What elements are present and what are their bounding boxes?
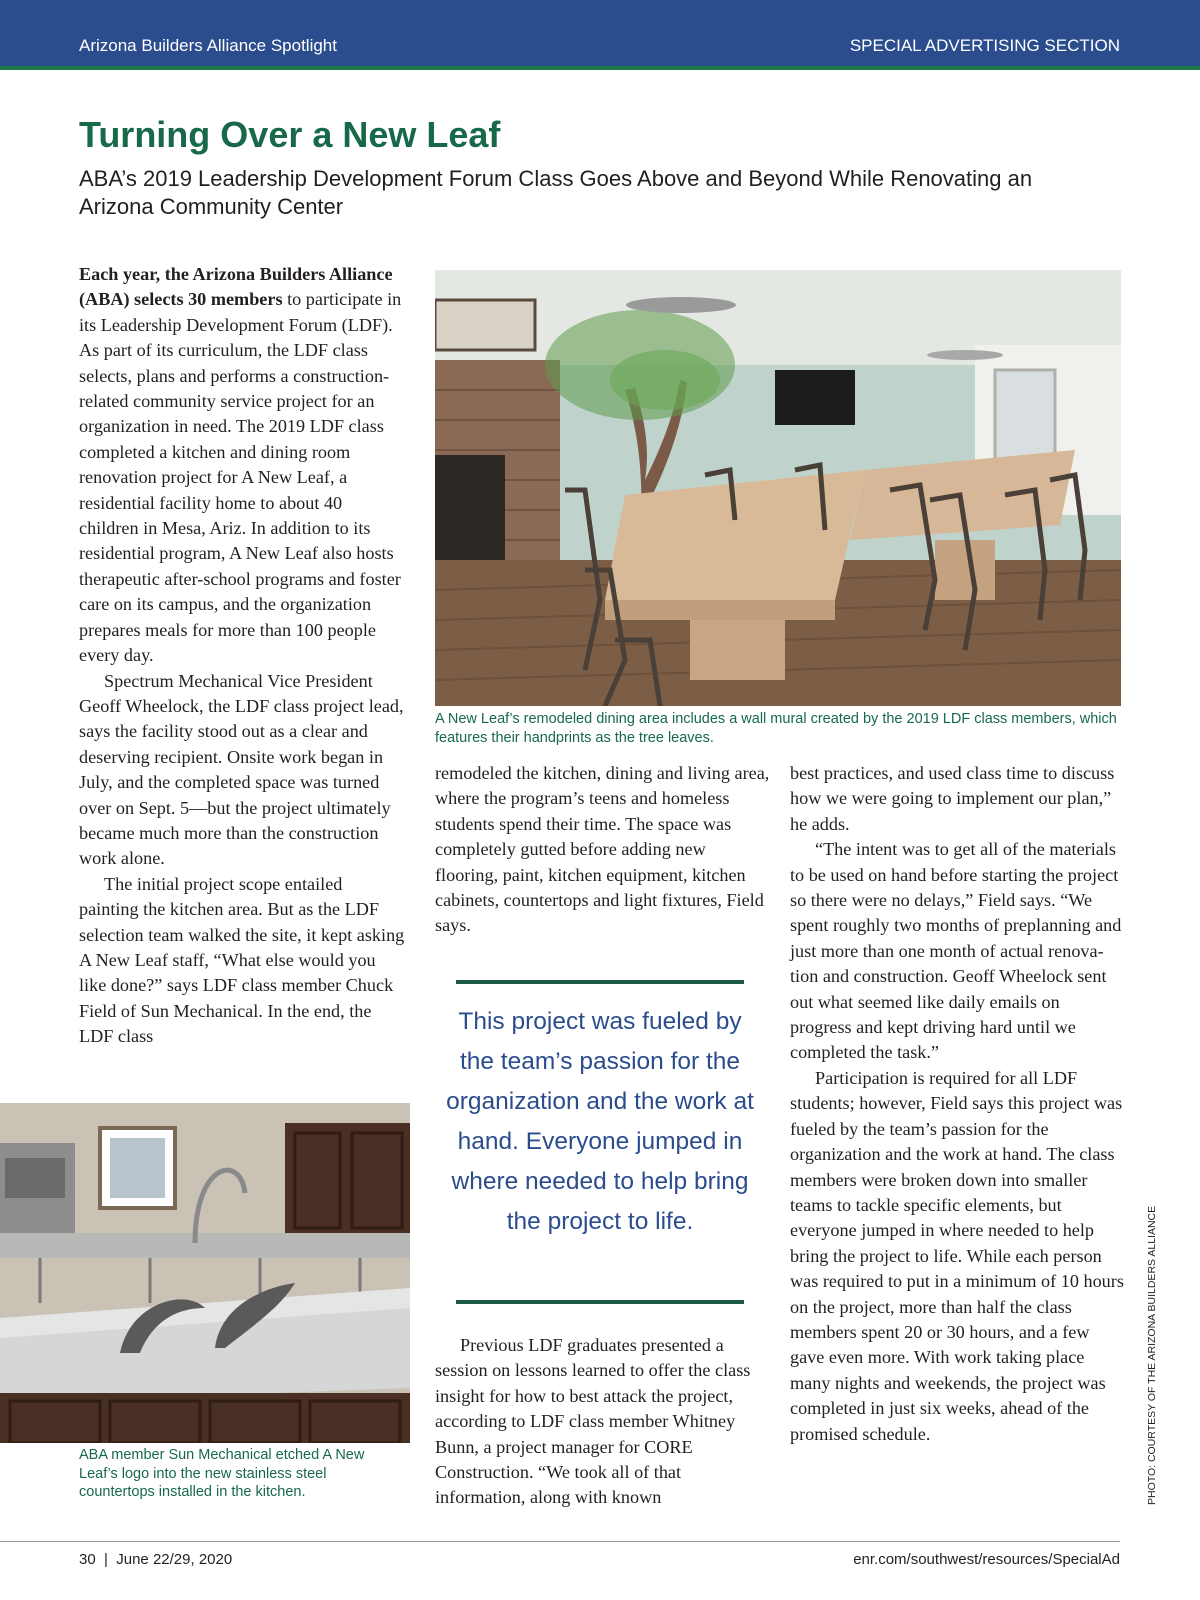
header-bar [0, 0, 1200, 66]
column-2-continued [435, 1333, 770, 1511]
paragraph: Participation is required for all LDF students; however, Field says this project was fueled by the team’s passion for the organization and the work at hand. The class members were broken down into smaller teams to tackle specific elements, but everyone jumped in where needed to help bring the project to life. While each person was required to put in a minimum of 10 hours on the project, more than half the class members spent 20 or 30 hours, and a few gave even more. With work taking place many nights and weekends, the project was completed in just six weeks, ahead of the promised schedule. [790, 1067, 1124, 1444]
paragraph: best practices, and used class time to discuss how we were going to implement our plan,” he adds. [790, 763, 1115, 834]
pullquote-bottom-rule [456, 1300, 744, 1304]
section-name: Arizona Builders Alliance Spotlight [79, 36, 337, 55]
paragraph: remodeled the kitchen, dining and living area, where the program’s teens and homeless students spend their time. The space was completely gutted before adding new flooring, paint, kitchen equipment, kitchen cabinets, countertops and light fixtures, Field says. [435, 763, 770, 936]
kitchen-photo-caption: ABA member Sun Mechanical etched A New Leaf’s logo into the new stainless steel countertops installed in the kitchen. [79, 1447, 365, 1500]
paragraph: The initial project scope entailed painting the kitchen area. But as the LDF selection team walked the site, it kept asking A New Leaf staff, “What else would you like done?” says LDF class member Chuck Field of Sun Mechanical. In the end, the LDF class [79, 873, 405, 1047]
advertising-label: SPECIAL ADVERTISING SECTION [849, 36, 1120, 55]
lead-bold-text: Each year, the Arizona Builders Alliance (ABA) selects 30 members [79, 264, 393, 310]
dining-room-illustration [435, 270, 1121, 706]
lead-paragraph-text: to participate in its Leadership Development Forum (LDF). As part of its curriculum, the LDF class selects, plans and performs a construction-related community service project for an organization in need. The 2019 LDF class completed a kitchen and dining room renovation project for A New Leaf, a residential facility home to about 40 children in Mesa, Ariz. In addition to its residential program, A New Leaf also hosts therapeutic after-school programs and foster care on its campus, and the organization prepares meals for more than 100 people every day. [79, 289, 402, 666]
paragraph: “The intent was to get all of the materials to be used on hand before starting the project so there were no delays,” Field says. “We spent roughly two months of preplanning and just more than one month of actual renovation and construction. Geoff Wheelock sent out what seemed like daily emails on progress and kept driving hard until we completed the task.” [790, 839, 1122, 1063]
kitchen-photo [0, 1103, 410, 1443]
photo-credit-text: PHOTO: COURTESY OF THE ARIZONA BUILDERS ALLIANCE [1146, 1205, 1158, 1505]
article-subtitle: ABA’s 2019 Leadership Development Forum Class Goes Above and Beyond While Renovating an Arizona Community Center [79, 166, 1033, 219]
paragraph: Previous LDF graduates presented a session on lessons learned to offer the class insight for how to best attack the project, according to LDF class member Whitney Bunn, a project manager for CORE Construction. “We took all of that information, along with known [435, 1335, 751, 1508]
website-url: enr.com/southwest/resources/SpecialAd [853, 1551, 1120, 1568]
lead-paragraph [79, 262, 405, 669]
dining-photo-caption: A New Leaf’s remodeled dining area includes a wall mural created by the 2019 LDF class members, which features their handprints as the tree leaves. [435, 711, 1117, 746]
pullquote-top-rule [456, 980, 744, 984]
column-1 [79, 262, 405, 1050]
column-3 [790, 761, 1125, 1447]
dining-room-photo [435, 270, 1121, 706]
footer-divider [0, 1541, 1120, 1542]
pullquote: This project was fueled by the team’s passion for the organization and the work at hand. Everyone jumped in where needed to help bring the project to life. [446, 1008, 754, 1235]
article-title: Turning Over a New Leaf [79, 114, 501, 155]
column-2 [435, 761, 770, 939]
photo-credit [1146, 1205, 1160, 1505]
page-info: 30 | June 22/29, 2020 [79, 1551, 233, 1568]
kitchen-illustration [0, 1103, 410, 1443]
header-divider [0, 66, 1200, 70]
paragraph: Spectrum Mechanical Vice President Geoff Wheelock, the LDF class project lead, says the facility stood out as a clear and deserving recipient. Onsite work began in July, and the completed space was turned over on Sept. 5—but the project ultimately became much more than the construction work alone. [79, 670, 404, 869]
